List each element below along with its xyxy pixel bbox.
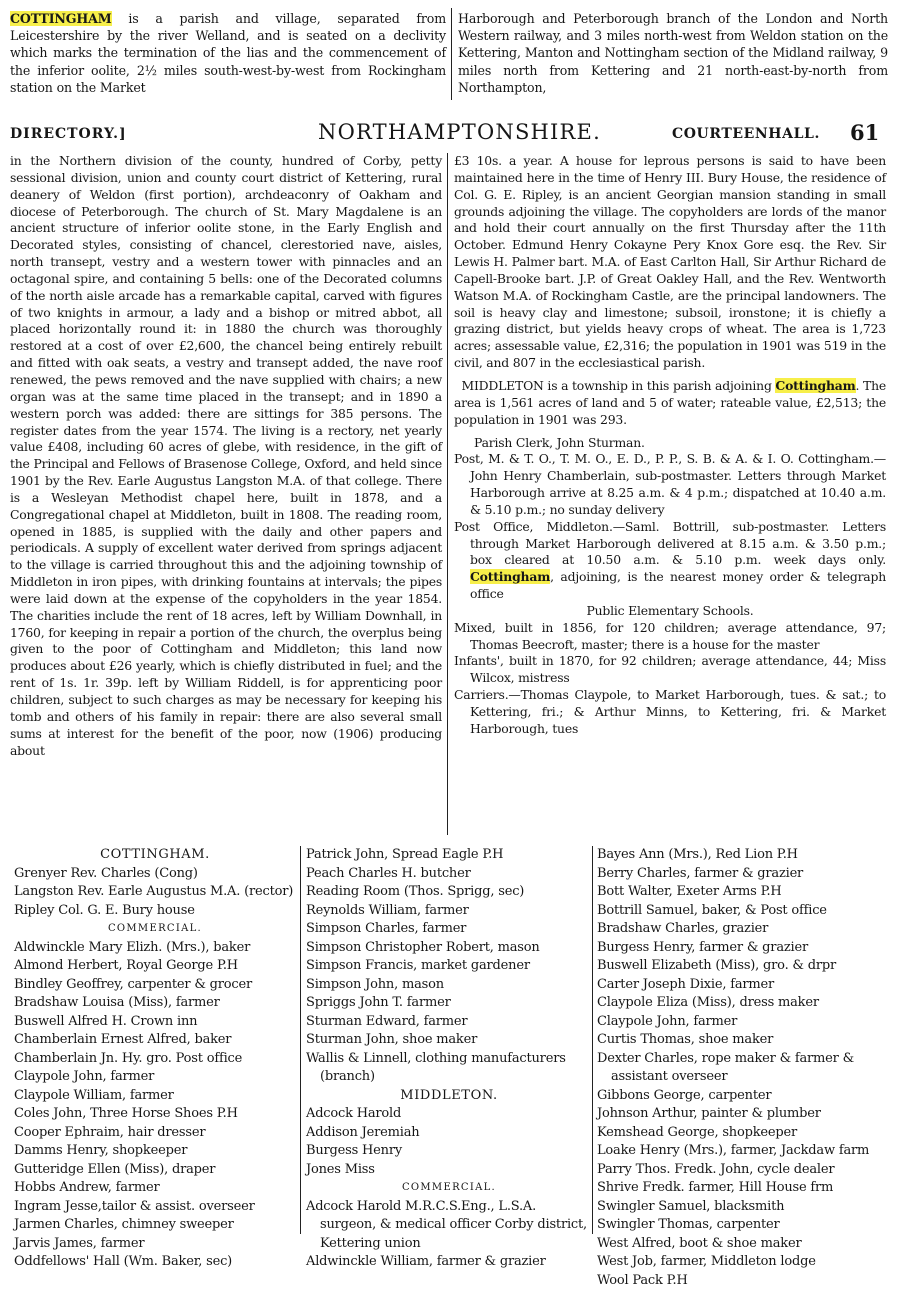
list-item: Reading Room (Thos. Sprigg, sec) [306,883,592,902]
column-divider [300,846,301,1234]
header-left: DIRECTORY.] [10,126,127,142]
list-item: Johnson Arthur, painter & plumber [597,1105,897,1124]
intro-text-left [10,10,446,96]
list-item: Wallis & Linnell, clothing manufacturers (branch) [306,1050,592,1087]
intro-text: Harborough and Peterborough branch of the London and North Western railway, and 3 miles north-west from Weldon station on the Kettering, Manton and Nottingham section of the Midland railway, 9 miles north from Kettering and 21 north-east-by-north from Northampton, [458,10,888,96]
middleton-text: . The area is 1,561 acres of land and 5 of water; rateable value, £2,513; the population in 1901 was 293. [454,378,886,427]
parish-clerk: Parish Clerk, John Sturman. [454,435,886,452]
list-item: Damms Henry, shopkeeper [14,1142,296,1161]
private-residents-list [14,865,296,921]
list-item: Bayes Ann (Mrs.), Red Lion P.H [597,846,897,865]
commercial-list [306,1198,592,1272]
running-header [10,118,890,150]
highlighted-search-term: Cottingham [775,378,855,393]
directory-column-3 [597,846,897,1290]
list-item: Claypole John, farmer [14,1068,296,1087]
commercial-subheading: COMMERCIAL. [14,920,296,939]
list-item: Jarmen Charles, chimney sweeper [14,1216,296,1235]
intro-text-right [458,10,888,96]
list-item: Jones Miss [306,1161,592,1180]
list-item: Simpson John, mason [306,976,592,995]
post-office-cottingham: Post, M. & T. O., T. M. O., E. D., P. P., S. B. & A. & I. O. Cottingham.—John Henry Chamberlain, sub-postmaster. Letters through Market Harborough arrive at 8.25 a.m. & 4 p.m.; dispatched at 10.40 a.m. & 5.10 p.m.; no sunday delivery [454,451,886,518]
list-item: Curtis Thomas, shoe maker [597,1031,897,1050]
list-item: Gibbons George, carpenter [597,1087,897,1106]
list-item: Cooper Ephraim, hair dresser [14,1124,296,1143]
column-divider [451,8,452,100]
middleton-text: MIDDLETON is a township in this parish adjoining [462,378,776,393]
list-item: Chamberlain Jn. Hy. gro. Post office [14,1050,296,1069]
middleton-paragraph [454,378,886,429]
list-item: Sturman Edward, farmer [306,1013,592,1032]
column-divider [592,846,593,1234]
list-item: Kemshead George, shopkeeper [597,1124,897,1143]
list-item: Sturman John, shoe maker [306,1031,592,1050]
intro-text: is a parish and village, separated from Leicestershire by the river Welland, and is seated on a declivity which marks the termination of the lias and the commencement of the inferior oolite, 2½ miles south-west-by-west from Rockingham station on the Market [10,11,446,95]
list-item: Loake Henry (Mrs.), farmer, Jackdaw farm [597,1142,897,1161]
list-item: Spriggs John T. farmer [306,994,592,1013]
main-column-right [454,153,886,738]
school-mixed: Mixed, built in 1856, for 120 children; average attendance, 97; Thomas Beecroft, master; there is a house for the master [454,620,886,654]
list-item: Dexter Charles, rope maker & farmer & assistant overseer [597,1050,897,1087]
post-office-text: , adjoining, is the nearest money order & telegraph office [470,569,886,601]
list-item: Claypole William, farmer [14,1087,296,1106]
list-item: West Job, farmer, Middleton lodge [597,1253,897,1272]
list-item: Simpson Charles, farmer [306,920,592,939]
list-item: Bradshaw Louisa (Miss), farmer [14,994,296,1013]
private-residents-list [306,1105,592,1179]
parish-description-cont: £3 10s. a year. A house for leprous persons is said to have been maintained here in the time of Henry III. Bury House, the residence of Col. G. E. Ripley, is an ancient Georgian mansion standing in small grounds adjoining the village. The copyholders are lords of the manor and hold their court annually on the first Thursday after the 11th October. Edmund Henry Cokayne Pery Knox Gore esq. the Rev. Sir Lewis H. Palmer bart. M.A. of East Carlton Hall, Sir Arthur Richard de Capell-Brooke bart. J.P. of Great Oakley Hall, and the Rev. Wentworth Watson M.A. of Rockingham Castle, are the principal landowners. The soil is heavy clay and limestone; subsoil, ironstone; it is chiefly a grazing district, but yields heavy crops of wheat. The area is 1,723 acres; assessable value, £2,316; the population in 1901 was 519 in the civil, and 807 in the ecclesiastical parish. [454,153,886,372]
list-item: Gutteridge Ellen (Miss), draper [14,1161,296,1180]
list-item: Aldwinckle Mary Elizh. (Mrs.), baker [14,939,296,958]
list-item: West Alfred, boot & shoe maker [597,1235,897,1254]
page-number: 61 [850,120,879,145]
list-item: Adcock Harold [306,1105,592,1124]
list-item: Wool Pack P.H [597,1272,897,1290]
list-item: Almond Herbert, Royal George P.H [14,957,296,976]
list-item: Bott Walter, Exeter Arms P.H [597,883,897,902]
list-item: Simpson Francis, market gardener [306,957,592,976]
list-item: Swingler Thomas, carpenter [597,1216,897,1235]
list-item: Hobbs Andrew, farmer [14,1179,296,1198]
list-item: Buswell Alfred H. Crown inn [14,1013,296,1032]
header-right: COURTEENHALL. [672,126,820,142]
list-item: Langston Rev. Earle Augustus M.A. (rector) [14,883,296,902]
list-item: Reynolds William, farmer [306,902,592,921]
carriers: Carriers.—Thomas Claypole, to Market Harborough, tues. & sat.; to Kettering, fri.; & Arthur Minns, to Kettering, fri. & Market Harborough, tues [454,687,886,738]
commercial-subheading: COMMERCIAL. [306,1179,592,1198]
list-item: Chamberlain Ernest Alfred, baker [14,1031,296,1050]
list-item: Bindley Geoffrey, carpenter & grocer [14,976,296,995]
header-county: NORTHAMPTONSHIRE. [318,120,601,144]
commercial-list [14,939,296,1272]
list-item: Buswell Elizabeth (Miss), gro. & drpr [597,957,897,976]
list-item: Shrive Fredk. farmer, Hill House frm [597,1179,897,1198]
list-item: Peach Charles H. butcher [306,865,592,884]
list-item: Claypole Eliza (Miss), dress maker [597,994,897,1013]
highlighted-search-term: Cottingham [470,569,550,584]
list-item: Ingram Jesse,tailor & assist. overseer [14,1198,296,1217]
list-item: Jarvis James, farmer [14,1235,296,1254]
list-item: Swingler Samuel, blacksmith [597,1198,897,1217]
list-item: Burgess Henry [306,1142,592,1161]
post-office-middleton [454,519,886,603]
list-item: Claypole John, farmer [597,1013,897,1032]
directory-column-2 [306,846,592,1272]
list-item: Bradshaw Charles, grazier [597,920,897,939]
list-item: Simpson Christopher Robert, mason [306,939,592,958]
list-item: Addison Jeremiah [306,1124,592,1143]
list-item: Patrick John, Spread Eagle P.H [306,846,592,865]
list-item: Oddfellows' Hall (Wm. Baker, sec) [14,1253,296,1272]
directory-column-1 [14,846,296,1272]
list-item: Carter Joseph Dixie, farmer [597,976,897,995]
section-heading-cottingham: COTTINGHAM. [14,846,296,865]
list-item: Bottrill Samuel, baker, & Post office [597,902,897,921]
highlighted-search-term: COTTINGHAM [10,11,112,26]
list-item: Aldwinckle William, farmer & grazier [306,1253,592,1272]
school-infants: Infants', built in 1870, for 92 children; average attendance, 44; Miss Wilcox, mistress [454,653,886,687]
list-item: Adcock Harold M.R.C.S.Eng., L.S.A. surgeon, & medical officer Corby district, Kettering union [306,1198,592,1254]
parish-description: in the Northern division of the county, hundred of Corby, petty sessional division, union and county court district of Kettering, rural deanery of Weldon (first portion), archdeaconry of Oakham and diocese of Peterborough. The church of St. Mary Magdalene is an ancient structure of inferior oolite stone, in the Early English and Decorated styles, consisting of chancel, clerestoried nave, aisles, north transept, vestry and a western tower with pinnacles and an octagonal spire, and containing 5 bells: one of the Decorated columns of the north aisle arcade has a remarkable capital, carved with figures of two knights in armour, a lady and a bishop or mitred abbot, all placed horizontally round it: in 1880 the church was thoroughly restored at a cost of over £2,600, the chancel being entirely rebuilt and fitted with oak seats, a vestry and transept added, the nave roof renewed, the pews removed and the nave supplied with chairs; a new organ was at the same time placed in the transept; and in 1890 a western porch was added: there are sittings for 385 persons. The register dates from the year 1574. The living is a rectory, net yearly value £408, including 60 acres of glebe, with residence, in the gift of the Principal and Fellows of Brasenose College, Oxford, and held since 1901 by the Rev. Earle Augustus Langston M.A. of that college. There is a Wesleyan Methodist chapel here, built in 1878, and a Congregational chapel at Middleton, built in 1808. The reading room, opened in 1885, is supplied with the daily and other papers and periodicals. A supply of excellent water derived from springs adjacent to the village is carried throughout this and the adjoining township of Middleton in iron pipes, with drinking fountains at intervals; the pipes were laid down at the expense of the copyholders in the year 1854. The charities include the rent of 18 acres, left by William Downhall, in 1760, for keeping in repair a portion of the church, the overplus being given to the poor of Cottingham and Middleton; this land now produces about £26 yearly, which is chiefly distributed in fuel; and the rent of 1s. 1r. 39p. left by William Riddell, is for apprenticing poor children, subject to such charges as may be necessary for keeping his tomb and others of his family in repair: there are also several small sums at interest for the benefit of the poor, now (1906) producing about [10,153,442,759]
list-item: Grenyer Rev. Charles (Cong) [14,865,296,884]
commercial-list-cont [306,846,592,1087]
post-office-text: Post Office, Middleton.—Saml. Bottrill, sub-postmaster. Letters through Market Harborough delivered at 8.15 a.m. & 3.50 p.m.; box cleared at 10.50 a.m. & 5.10 p.m. week days only. [454,519,886,568]
schools-heading: Public Elementary Schools. [454,603,886,620]
list-item: Ripley Col. G. E. Bury house [14,902,296,921]
column-divider [447,153,448,835]
list-item: Parry Thos. Fredk. John, cycle dealer [597,1161,897,1180]
main-column-left [10,153,442,759]
list-item: Berry Charles, farmer & grazier [597,865,897,884]
list-item: Coles John, Three Horse Shoes P.H [14,1105,296,1124]
list-item: Burgess Henry, farmer & grazier [597,939,897,958]
section-heading-middleton: MIDDLETON. [306,1087,592,1106]
